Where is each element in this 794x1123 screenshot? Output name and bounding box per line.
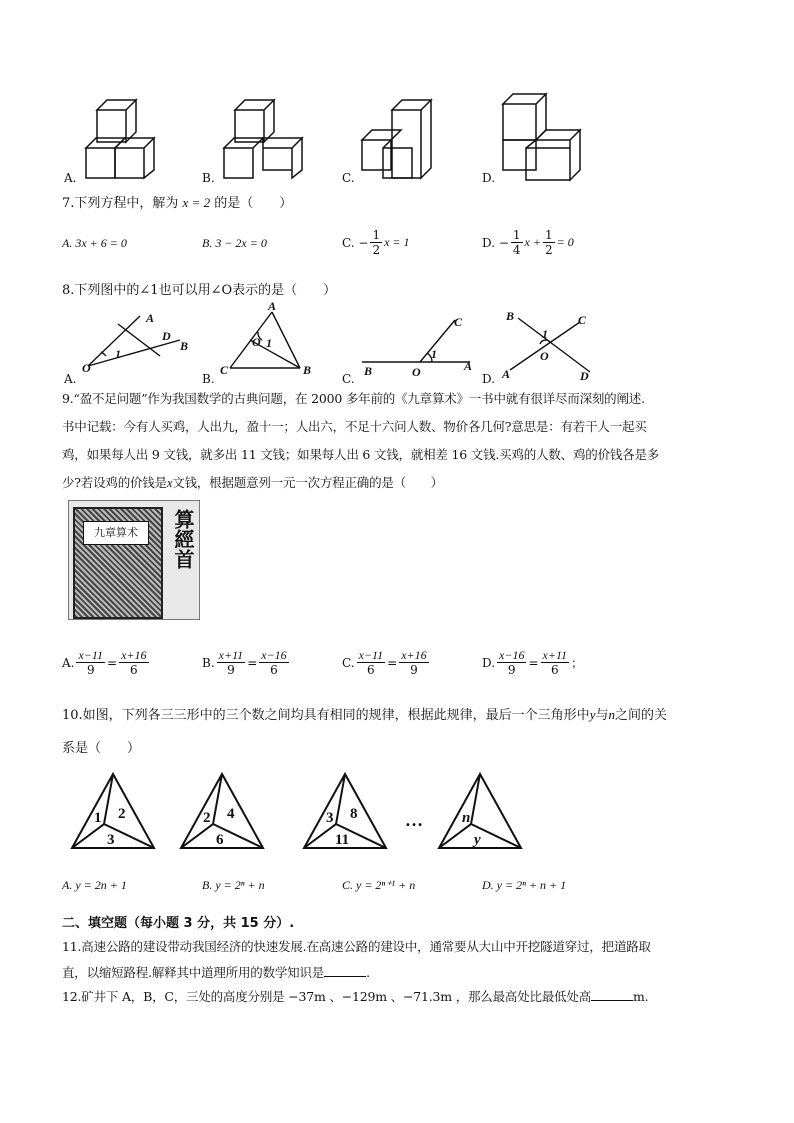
q8-figc-label-c: C: [454, 315, 463, 329]
q11-line-1: 11.高速公路的建设带动我国经济的快速发展.在高速公路的建设中，通常要从大山中开挖隧道穿过，把道路取: [62, 939, 651, 954]
q8-stem: 8.下列图中的∠1也可以用∠O表示的是（ ）: [62, 283, 337, 298]
q10-line-1: 10.如图，下列各三三形中的三个数之间均具有相同的规律，根据此规律，最后一个三角形中y与n之间的关: [62, 707, 667, 723]
q6-option-d[interactable]: D.: [482, 171, 496, 185]
q10-triangles: [0, 770, 794, 854]
q8-figa-label-a: A: [146, 311, 155, 325]
q8-figb-label-b: B: [303, 363, 312, 377]
q7-stem-tail: 的是（ ）: [214, 196, 293, 211]
tri3-left: 3: [326, 810, 334, 826]
ellipsis: …: [405, 810, 423, 830]
q12-stem: 12.矿井下 A，B，C，三处的高度分别是 −37m 、−129m 、−71.3m ，那么最高处比最低处高 m.: [62, 989, 649, 1004]
tri1-left: 1: [94, 810, 102, 826]
q8-figc-label-1: 1: [431, 347, 437, 361]
tri2-right: 4: [227, 806, 235, 822]
q8-figd-label-a: A: [502, 367, 511, 381]
q6-option-c[interactable]: C.: [342, 171, 355, 185]
q9-line-2: 书中记载：今有人买鸡，人出九，盈十一；人出六，不足十六问人数、物价各几何?意思是：有若干人一起买: [62, 419, 647, 434]
tri1-bottom: 3: [107, 832, 115, 848]
book-title: 九章算术: [83, 521, 149, 545]
q7-option-d[interactable]: D. − $\frac{1}{4}$ x + $\frac{1}{2}$ = 0: [482, 228, 574, 257]
q8-option-c[interactable]: C.: [342, 372, 355, 386]
q8-option-a[interactable]: A.: [64, 372, 77, 386]
q7-option-a[interactable]: A. 3x + 6 = 0: [62, 236, 127, 250]
q8-option-b[interactable]: B.: [202, 372, 215, 386]
q10-option-a[interactable]: A. y = 2n + 1: [62, 878, 127, 892]
tri4-left: n: [462, 810, 471, 826]
q9-line-4: 少?若设鸡的价钱是x文钱，根据题意列一元一次方程正确的是（ ）: [62, 475, 443, 490]
q9-stem: [62, 388, 742, 494]
q8-figa-label-1: 1: [115, 347, 121, 361]
q9-line-3: 鸡，如果每人出 9 文钱，就多出 11 文钱；如果每人出 6 文钱，就相差 16 文钱.买鸡的人数、鸡的价钱各是多: [62, 447, 660, 462]
section-fill-in-heading: 二、填空题（每小题 3 分，共 15 分）.: [62, 916, 295, 931]
tri3-bottom: 11: [335, 832, 350, 848]
cube-figure-b: [224, 100, 302, 178]
q7-stem-math: x = 2: [182, 195, 211, 210]
q8-option-d[interactable]: D.: [482, 372, 496, 386]
tri1-right: 2: [118, 806, 126, 822]
q6-option-a[interactable]: A.: [64, 171, 77, 185]
q6-figures: [0, 0, 794, 190]
q10-option-b[interactable]: B. y = 2ⁿ + n: [202, 878, 265, 892]
q8-figd-label-1: 1: [542, 327, 548, 341]
q9-option-d[interactable]: D. $\frac{x-16}{9}$ = $\frac{x+11}{6}$ ；: [482, 648, 584, 677]
q9-option-a[interactable]: A. $\frac{x-11}{9}$ = $\frac{x+16}{6}$: [62, 648, 147, 677]
tri3-right: 8: [350, 806, 358, 822]
book-side-text: 算經首: [171, 509, 195, 569]
q8-figures: [0, 300, 794, 384]
q8-figb-label-1: 1: [266, 336, 272, 350]
q11-line-2: 直，以缩短路程.解释其中道理所用的数学知识是 .: [62, 965, 370, 980]
q8-figd-label-c: C: [578, 313, 587, 327]
q8-figd-label-o: O: [540, 349, 549, 363]
cube-figure-c: [362, 100, 431, 178]
q8-figb-label-o: O: [252, 335, 261, 349]
q10-option-c[interactable]: C. y = 2ⁿ⁺¹ + n: [342, 878, 416, 892]
cube-figure-d: [503, 94, 580, 180]
q7-option-c[interactable]: C. − $\frac{1}{2}$ x = 1: [342, 228, 410, 257]
q12-answer-blank[interactable]: [591, 988, 633, 1001]
q8-figa-label-d: D: [162, 329, 171, 343]
q10-option-d[interactable]: D. y = 2ⁿ + n + 1: [482, 878, 567, 892]
tri2-left: 2: [203, 810, 211, 826]
q11-stem: [62, 936, 742, 984]
q11-answer-blank[interactable]: [324, 964, 366, 977]
q8-figb-label-a: A: [268, 300, 277, 313]
q9-line-1: 9.“盈不足问题”作为我国数学的古典问题，在 2000 多年前的《九章算术》一书中就有很详尽而深刻的阐述.: [62, 391, 645, 406]
tri4-bottom: y: [474, 832, 481, 848]
q8-figa-label-o: O: [82, 361, 91, 375]
q8-figc-label-b: B: [364, 364, 373, 378]
q8-figa-label-b: B: [180, 339, 189, 353]
q9-option-b[interactable]: B. $\frac{x+11}{9}$ = $\frac{x-16}{6}$: [202, 648, 287, 677]
q9-option-c[interactable]: C. $\frac{x-11}{6}$ = $\frac{x+16}{9}$: [342, 648, 427, 677]
q7-option-b[interactable]: B. 3 − 2x = 0: [202, 236, 267, 250]
q8-figc-label-a: A: [464, 359, 473, 373]
q8-figd-label-b: B: [506, 309, 515, 323]
book-image: [68, 500, 200, 620]
q10-line-2: 系是（ ）: [62, 741, 141, 756]
q8-figc-label-o: O: [412, 365, 421, 379]
q8-figd-label-d: D: [580, 369, 589, 383]
cube-figure-a: [86, 100, 154, 178]
q6-option-b[interactable]: B.: [202, 171, 215, 185]
q8-figb-label-c: C: [220, 363, 229, 377]
q7-stem: [62, 192, 292, 215]
q7-stem-text: 7.下列方程中，解为: [62, 196, 179, 211]
tri2-bottom: 6: [216, 832, 224, 848]
